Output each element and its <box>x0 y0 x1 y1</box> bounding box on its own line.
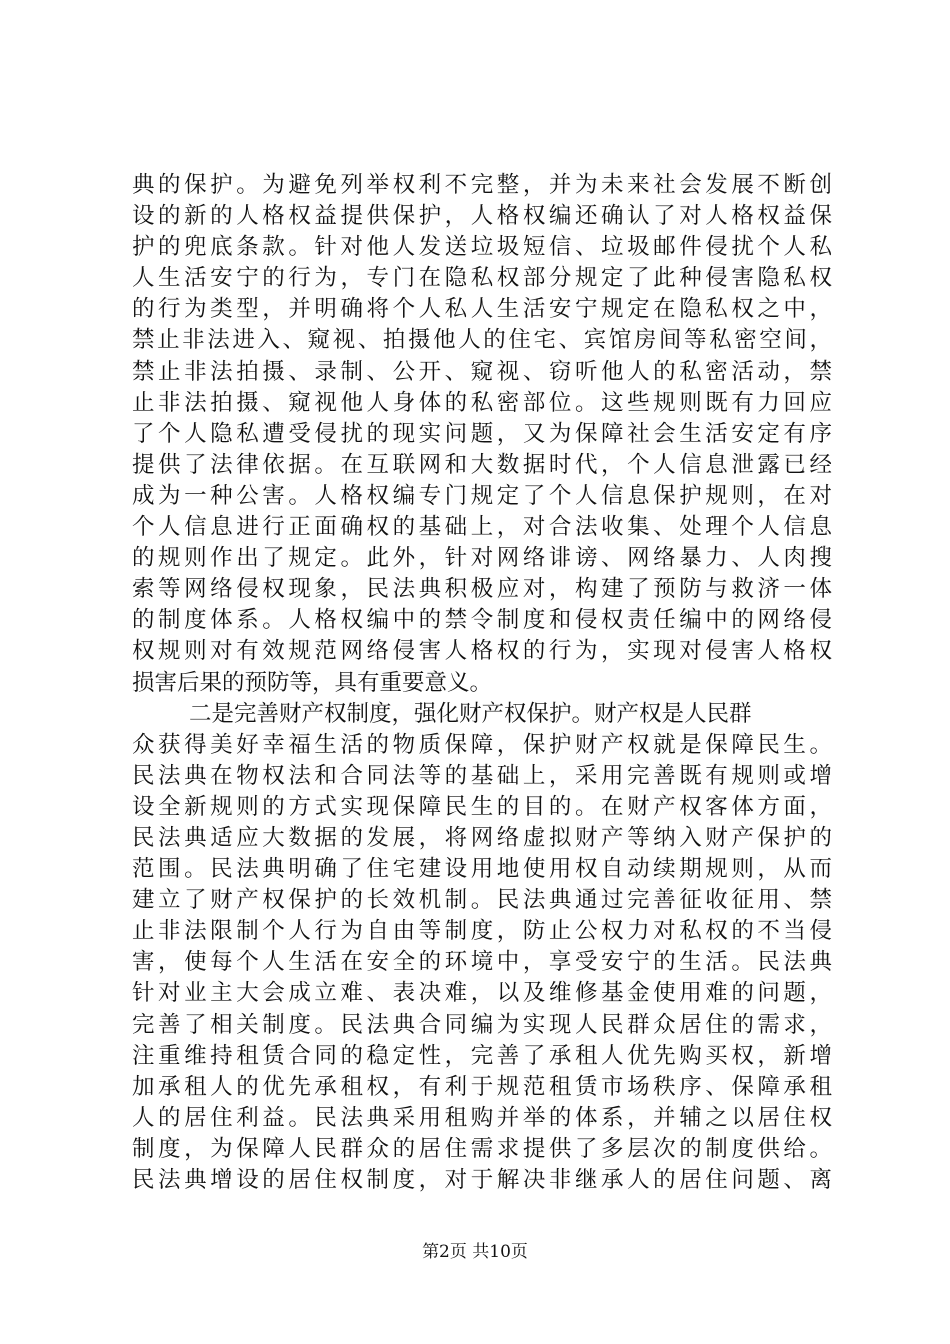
text-line: 的行为类型，并明确将个人私人生活安宁规定在隐私权之中， <box>132 296 832 323</box>
text-line: 止非法拍摄、窥视他人身体的私密部位。这些规则既有力回应 <box>132 389 832 416</box>
text-line: 禁止非法拍摄、录制、公开、窥视、窃听他人的私密活动，禁 <box>132 358 832 385</box>
text-line: 设全新规则的方式实现保障民生的目的。在财产权客体方面， <box>132 793 832 820</box>
text-line: 制度，为保障人民群众的居住需求提供了多层次的制度供给。 <box>132 1135 832 1162</box>
text-line: 众获得美好幸福生活的物质保障，保护财产权就是保障民生。 <box>132 731 832 758</box>
text-line: 害，使每个人生活在安全的环境中，享受安宁的生活。民法典 <box>132 949 832 976</box>
text-line: 损害后果的预防等，具有重要意义。 <box>132 669 493 696</box>
text-line: 护的兜底条款。针对他人发送垃圾短信、垃圾邮件侵扰个人私 <box>132 234 832 261</box>
text-line: 民法典增设的居住权制度，对于解决非继承人的居住问题、离 <box>132 1167 832 1193</box>
text-line: 注重维持租赁合同的稳定性，完善了承租人优先购买权，新增 <box>132 1042 832 1069</box>
text-line: 个人信息进行正面确权的基础上，对合法收集、处理个人信息 <box>132 514 832 541</box>
text-line: 完善了相关制度。民法典合同编为实现人民群众居住的需求， <box>132 1011 832 1038</box>
text-line: 设的新的人格权益提供保护，人格权编还确认了对人格权益保 <box>132 203 832 230</box>
text-line: 民法典适应大数据的发展，将网络虚拟财产等纳入财产保护的 <box>132 824 832 851</box>
text-line: 建立了财产权保护的长效机制。民法典通过完善征收征用、禁 <box>132 887 832 914</box>
text-line: 索等网络侵权现象，民法典积极应对，构建了预防与救济一体 <box>132 576 832 603</box>
text-line: 提供了法律依据。在互联网和大数据时代，个人信息泄露已经 <box>132 451 832 478</box>
text-line: 成为一种公害。人格权编专门规定了个人信息保护规则，在对 <box>132 482 832 509</box>
text-line: 针对业主大会成立难、表决难，以及维修基金使用难的问题， <box>132 980 832 1007</box>
paragraph-start-line: 二是完善财产权制度，强化财产权保护。财产权是人民群 <box>189 700 752 727</box>
text-line: 的规则作出了规定。此外，针对网络诽谤、网络暴力、人肉搜 <box>132 545 832 572</box>
text-line: 范围。民法典明确了住宅建设用地使用权自动续期规则，从而 <box>132 856 832 883</box>
text-line: 人的居住利益。民法典采用租购并举的体系，并辅之以居住权 <box>132 1104 832 1131</box>
body-text <box>132 170 832 1196</box>
text-line: 民法典在物权法和合同法等的基础上，采用完善既有规则或增 <box>132 762 832 789</box>
text-line: 了个人隐私遭受侵扰的现实问题，又为保障社会生活安定有序 <box>132 420 832 447</box>
text-line: 典的保护。为避免列举权利不完整，并为未来社会发展不断创 <box>132 172 832 198</box>
text-line: 的制度体系。人格权编中的禁令制度和侵权责任编中的网络侵 <box>132 607 832 634</box>
page-number-footer: 第2页 共10页 <box>422 1242 528 1262</box>
text-line: 人生活安宁的行为，专门在隐私权部分规定了此种侵害隐私权 <box>132 265 832 292</box>
text-line: 权规则对有效规范网络侵害人格权的行为，实现对侵害人格权 <box>132 638 832 665</box>
text-line: 禁止非法进入、窥视、拍摄他人的住宅、宾馆房间等私密空间， <box>132 327 832 354</box>
text-line: 止非法限制个人行为自由等制度，防止公权力对私权的不当侵 <box>132 918 832 945</box>
text-line: 加承租人的优先承租权，有利于规范租赁市场秩序、保障承租 <box>132 1073 832 1100</box>
